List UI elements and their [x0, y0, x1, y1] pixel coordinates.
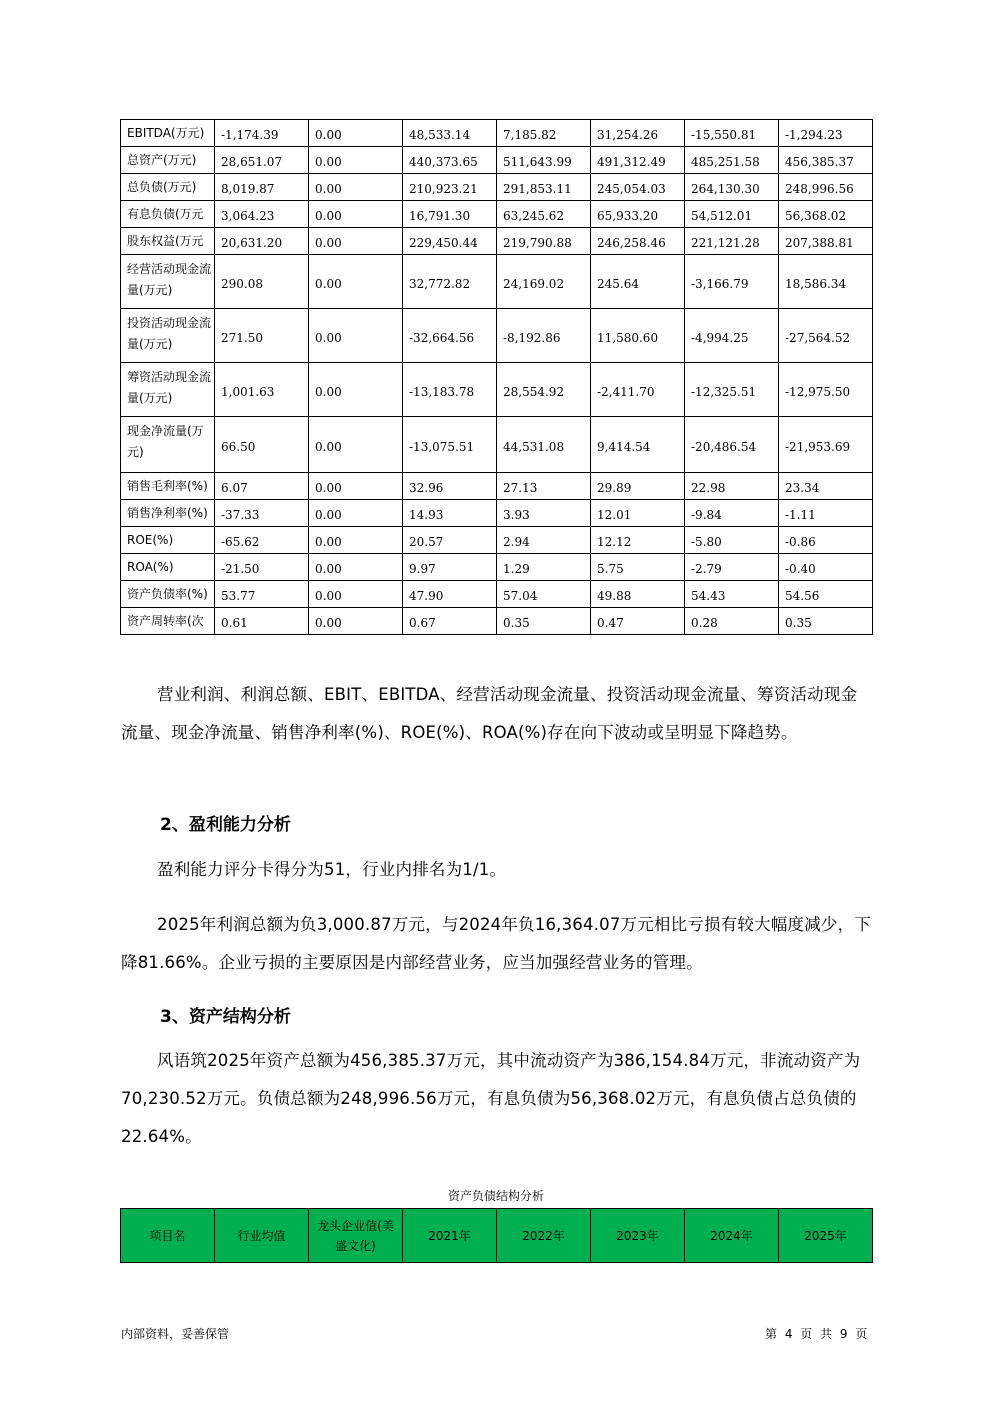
- table-cell: -1,174.39: [215, 120, 309, 147]
- table-cell: 27.13: [497, 473, 591, 500]
- row-label: ROA(%): [121, 554, 215, 581]
- table-cell: 0.28: [685, 608, 779, 635]
- column-header: 龙头企业值(美盛文化): [309, 1209, 403, 1263]
- section-heading-profitability: 2、盈利能力分析: [160, 815, 291, 835]
- table-cell: 3.93: [497, 500, 591, 527]
- table-cell: -4,994.25: [685, 309, 779, 363]
- table-row: [121, 120, 873, 147]
- table-cell: 0.00: [309, 363, 403, 417]
- table-cell: 7,185.82: [497, 120, 591, 147]
- table-cell: 248,996.56: [779, 174, 873, 201]
- table-cell: 0.00: [309, 255, 403, 309]
- table-cell: 0.61: [215, 608, 309, 635]
- row-label: 有息负债(万元: [121, 201, 215, 228]
- table-row: [121, 201, 873, 228]
- table-cell: -13,183.78: [403, 363, 497, 417]
- table-cell: -32,664.56: [403, 309, 497, 363]
- table-cell: 264,130.30: [685, 174, 779, 201]
- row-label: 经营活动现金流量(万元): [121, 255, 215, 309]
- profitability-score-paragraph: 盈利能力评分卡得分为51，行业内排名为1/1。: [157, 860, 507, 879]
- table-cell: 491,312.49: [591, 147, 685, 174]
- row-label: EBITDA(万元): [121, 120, 215, 147]
- table-cell: 0.00: [309, 581, 403, 608]
- table-cell: 16,791.30: [403, 201, 497, 228]
- row-label: 资产周转率(次: [121, 608, 215, 635]
- table-cell: 0.00: [309, 473, 403, 500]
- table-cell: 20.57: [403, 527, 497, 554]
- table-cell: 0.00: [309, 554, 403, 581]
- table-cell: 11,580.60: [591, 309, 685, 363]
- table-cell: 14.93: [403, 500, 497, 527]
- table-cell: -65.62: [215, 527, 309, 554]
- table-caption: 资产负债结构分析: [447, 1189, 544, 1203]
- table-row: [121, 147, 873, 174]
- table-cell: -20,486.54: [685, 417, 779, 473]
- table-cell: 47.90: [403, 581, 497, 608]
- table-cell: -5.80: [685, 527, 779, 554]
- table-cell: 1,001.63: [215, 363, 309, 417]
- table-cell: -12,975.50: [779, 363, 873, 417]
- row-label: 筹资活动现金流量(万元): [121, 363, 215, 417]
- financial-data-table: [120, 119, 873, 635]
- table-cell: 44,531.08: [497, 417, 591, 473]
- table-cell: 32.96: [403, 473, 497, 500]
- table-cell: 29.89: [591, 473, 685, 500]
- table-cell: 54,512.01: [685, 201, 779, 228]
- table-cell: 245,054.03: [591, 174, 685, 201]
- asset-liability-structure-table: [120, 1208, 873, 1263]
- column-header: 2025年: [779, 1209, 873, 1263]
- table-cell: 290.08: [215, 255, 309, 309]
- table-cell: -2.79: [685, 554, 779, 581]
- table-cell: 0.35: [497, 608, 591, 635]
- column-header: 2024年: [685, 1209, 779, 1263]
- column-header: 行业均值: [215, 1209, 309, 1263]
- footer-page-number: 第 4 页 共 9 页: [765, 1327, 868, 1341]
- column-header: 2023年: [591, 1209, 685, 1263]
- table-cell: 291,853.11: [497, 174, 591, 201]
- table-cell: 0.00: [309, 120, 403, 147]
- table-cell: 54.43: [685, 581, 779, 608]
- table-row: [121, 608, 873, 635]
- table-cell: 12.12: [591, 527, 685, 554]
- table-row: [121, 309, 873, 363]
- table-cell: 1.29: [497, 554, 591, 581]
- table-row: [121, 527, 873, 554]
- table-cell: 0.00: [309, 228, 403, 255]
- table-cell: 0.00: [309, 417, 403, 473]
- table-cell: 22.98: [685, 473, 779, 500]
- table-row: [121, 363, 873, 417]
- column-header: 2021年: [403, 1209, 497, 1263]
- row-label: ROE(%): [121, 527, 215, 554]
- table-cell: 0.00: [309, 147, 403, 174]
- table-cell: -12,325.51: [685, 363, 779, 417]
- table-cell: 0.35: [779, 608, 873, 635]
- table-cell: -21,953.69: [779, 417, 873, 473]
- row-label: 股东权益(万元: [121, 228, 215, 255]
- table-cell: 20,631.20: [215, 228, 309, 255]
- table-cell: 5.75: [591, 554, 685, 581]
- table-cell: 57.04: [497, 581, 591, 608]
- table-cell: 0.00: [309, 500, 403, 527]
- table-cell: 0.00: [309, 527, 403, 554]
- table-cell: 219,790.88: [497, 228, 591, 255]
- row-label: 总资产(万元): [121, 147, 215, 174]
- table-cell: 49.88: [591, 581, 685, 608]
- row-label: 总负债(万元): [121, 174, 215, 201]
- table-cell: 246,258.46: [591, 228, 685, 255]
- table-row: [121, 581, 873, 608]
- table-cell: 32,772.82: [403, 255, 497, 309]
- table-row: [121, 255, 873, 309]
- column-header: 项目名: [121, 1209, 215, 1263]
- table-cell: 23.34: [779, 473, 873, 500]
- table-cell: 63,245.62: [497, 201, 591, 228]
- table-cell: 440,373.65: [403, 147, 497, 174]
- table-cell: 0.00: [309, 201, 403, 228]
- table-cell: 2.94: [497, 527, 591, 554]
- table-row: [121, 554, 873, 581]
- table-cell: 221,121.28: [685, 228, 779, 255]
- table-cell: -27,564.52: [779, 309, 873, 363]
- table-cell: 56,368.02: [779, 201, 873, 228]
- trend-summary-paragraph: 营业利润、利润总额、EBIT、EBITDA、经营活动现金流量、投资活动现金流量、筹资活动现金流量、现金净流量、销售净利率(%)、ROE(%)、ROA(%)存在向下波动或呈明显下降趋势。: [121, 685, 858, 742]
- table-cell: 66.50: [215, 417, 309, 473]
- table-cell: 210,923.21: [403, 174, 497, 201]
- table-cell: 28,554.92: [497, 363, 591, 417]
- table-cell: 48,533.14: [403, 120, 497, 147]
- table-cell: 0.00: [309, 174, 403, 201]
- table-cell: 0.47: [591, 608, 685, 635]
- table-cell: 65,933.20: [591, 201, 685, 228]
- table-cell: -1.11: [779, 500, 873, 527]
- table-cell: -13,075.51: [403, 417, 497, 473]
- table-cell: 0.67: [403, 608, 497, 635]
- table-header-row: [121, 1209, 873, 1263]
- table-cell: -21.50: [215, 554, 309, 581]
- row-label: 资产负债率(%): [121, 581, 215, 608]
- section-heading-asset-structure: 3、资产结构分析: [160, 1007, 291, 1027]
- table-cell: -9.84: [685, 500, 779, 527]
- table-cell: 9,414.54: [591, 417, 685, 473]
- table-cell: 456,385.37: [779, 147, 873, 174]
- table-cell: 207,388.81: [779, 228, 873, 255]
- table-cell: -15,550.81: [685, 120, 779, 147]
- asset-structure-paragraph: 风语筑2025年资产总额为456,385.37万元，其中流动资产为386,154.84万元，非流动资产为70,230.52万元。负债总额为248,996.56万元，有息负债为56,368.02万元，有息负债占总负债的22.64%。: [121, 1051, 861, 1146]
- table-cell: -1,294.23: [779, 120, 873, 147]
- table-cell: 54.56: [779, 581, 873, 608]
- table-cell: 28,651.07: [215, 147, 309, 174]
- table-cell: -3,166.79: [685, 255, 779, 309]
- row-label: 投资活动现金流量(万元): [121, 309, 215, 363]
- table-cell: 229,450.44: [403, 228, 497, 255]
- table-cell: 485,251.58: [685, 147, 779, 174]
- table-cell: -37.33: [215, 500, 309, 527]
- row-label: 销售净利率(%): [121, 500, 215, 527]
- profit-analysis-paragraph: 2025年利润总额为负3,000.87万元，与2024年负16,364.07万元相比亏损有较大幅度减少，下降81.66%。企业亏损的主要原因是内部经营业务，应当加强经营业务的管理。: [121, 915, 872, 972]
- table-cell: 0.00: [309, 608, 403, 635]
- table-cell: 18,586.34: [779, 255, 873, 309]
- table-row: [121, 228, 873, 255]
- table-cell: -0.40: [779, 554, 873, 581]
- table-cell: 24,169.02: [497, 255, 591, 309]
- table-cell: -0.86: [779, 527, 873, 554]
- table-cell: 8,019.87: [215, 174, 309, 201]
- table-row: [121, 417, 873, 473]
- table-cell: 12.01: [591, 500, 685, 527]
- table-row: [121, 473, 873, 500]
- table-cell: -2,411.70: [591, 363, 685, 417]
- row-label: 销售毛利率(%): [121, 473, 215, 500]
- table-row: [121, 174, 873, 201]
- table-cell: 6.07: [215, 473, 309, 500]
- table-row: [121, 500, 873, 527]
- table-cell: 3,064.23: [215, 201, 309, 228]
- table-cell: 245.64: [591, 255, 685, 309]
- column-header: 2022年: [497, 1209, 591, 1263]
- table-cell: 53.77: [215, 581, 309, 608]
- table-cell: 0.00: [309, 309, 403, 363]
- footer-confidential-note: 内部资料，妥善保管: [121, 1327, 230, 1341]
- row-label: 现金净流量(万元): [121, 417, 215, 473]
- table-cell: 511,643.99: [497, 147, 591, 174]
- table-cell: 31,254.26: [591, 120, 685, 147]
- table-cell: 271.50: [215, 309, 309, 363]
- table-cell: -8,192.86: [497, 309, 591, 363]
- table-cell: 9.97: [403, 554, 497, 581]
